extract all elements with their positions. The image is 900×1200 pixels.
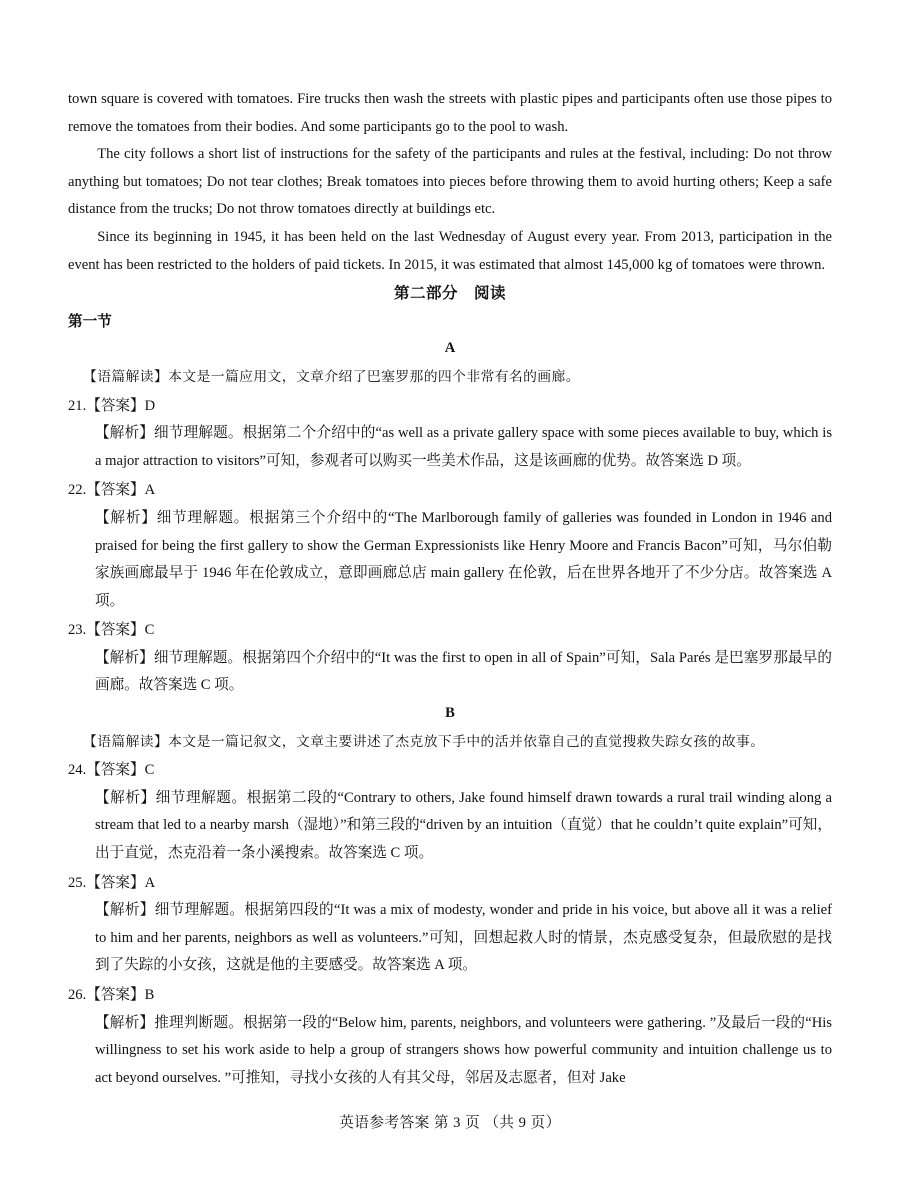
document-page — [68, 86, 832, 1092]
question-26 — [68, 982, 832, 1092]
paragraph-history: Since its beginning in 1945, it has been held on the last Wednesday of August every year. From 2013, participation in the event has been restricted to the holders of paid tickets. In 2015, it was estimated that almost 145,000 kg of tomatoes were thrown. — [68, 228, 832, 273]
analysis-text: 【解析】细节理解题。根据第三个介绍中的“The Marlborough family of galleries was founded in London in 1946 and praised for being the first gallery to show the German Expressionists like Henry Moore and Francis Bacon”可知，马尔伯勒家族画廊最早于 1946 年在伦敦成立，意即画廊总店 main gallery 在伦敦，后在世界各地开了不少分店。故答案选 A 项。 — [95, 509, 832, 609]
analysis-text: 【解析】推理判断题。根据第一段的“Below him, parents, neighbors, and volunteers were gathering. ”及最后一段的“His willingness to set his work aside to help a group of strangers shows how powerful community and intuition challenge us to act beyond ourselves. ”可推知，寻找小女孩的人有其父母，邻居及志愿者，但对 Jake — [95, 1014, 832, 1086]
passage-a-intro: 【语篇解读】本文是一篇应用文，文章介绍了巴塞罗那的四个非常有名的画廊。 — [83, 368, 580, 384]
answer-line: 25.【答案】A — [68, 874, 156, 891]
passage-a-letter: A — [444, 340, 456, 357]
answer-line: 24.【答案】C — [68, 762, 155, 779]
question-25 — [68, 870, 832, 980]
question-22 — [68, 477, 832, 615]
passage-b-letter: B — [445, 705, 455, 722]
paragraph-continued: town square is covered with tomatoes. Fire trucks then wash the streets with plastic pipes and participants often use those pipes to remove the tomatoes from their bodies. And some participants go to the pool to wash. — [68, 91, 832, 135]
paragraph-rules: The city follows a short list of instructions for the safety of the participants and rules at the festival, including: Do not throw anything but tomatoes; Do not tear clothes; Break tomatoes into pieces before throwing them to avoid hurting others; Keep a safe distance from the trucks; Do not throw tomatoes directly at buildings etc. — [68, 146, 832, 218]
passage-b-intro: 【语篇解读】本文是一篇记叙文，文章主要讲述了杰克放下手中的活并依靠自己的直觉搜救失踪女孩的故事。 — [83, 733, 765, 749]
analysis-text: 【解析】细节理解题。根据第二段的“Contrary to others, Jake found himself drawn towards a rural trail winding along a stream that led to a nearby marsh（湿地）”和第三段的“driven by an intuition（直觉）that he couldn’t quite explain”可知，出于直觉，杰克沿着一条小溪搜索。故答案选 C 项。 — [95, 789, 832, 862]
analysis-text: 【解析】细节理解题。根据第四个介绍中的“It was the first to open in all of Spain”可知，Sala Parés 是巴塞罗那最早的画廊。故答案选 C 项。 — [95, 649, 832, 694]
answer-line: 22.【答案】A — [68, 482, 156, 499]
section-title: 第一节 — [68, 312, 112, 330]
analysis-text: 【解析】细节理解题。根据第二个介绍中的“as well as a private gallery space with some pieces available to buy, which is a major attraction to visitors”可知，参观者可以购买一些美术作品，这是该画廊的优势。故答案选 D 项。 — [95, 425, 832, 469]
page-footer: 英语参考答案 第 3 页 （共 9 页） — [339, 1115, 561, 1131]
question-23 — [68, 617, 832, 700]
part-title: 第二部分 阅读 — [393, 284, 506, 303]
question-24 — [68, 757, 832, 867]
answer-line: 21.【答案】D — [68, 397, 156, 414]
answer-line: 23.【答案】C — [68, 622, 155, 639]
question-21 — [68, 393, 832, 476]
analysis-text: 【解析】细节理解题。根据第四段的“It was a mix of modesty, wonder and pride in his voice, but above all it was a relief to him and her parents, neighbors as well as volunteers.”可知，回想起救人时的情景，杰克感受复杂，但最欣慰的是找到了失踪的小女孩，这就是他的主要感受。故答案选 A 项。 — [95, 902, 832, 974]
answer-line: 26.【答案】B — [68, 987, 155, 1003]
